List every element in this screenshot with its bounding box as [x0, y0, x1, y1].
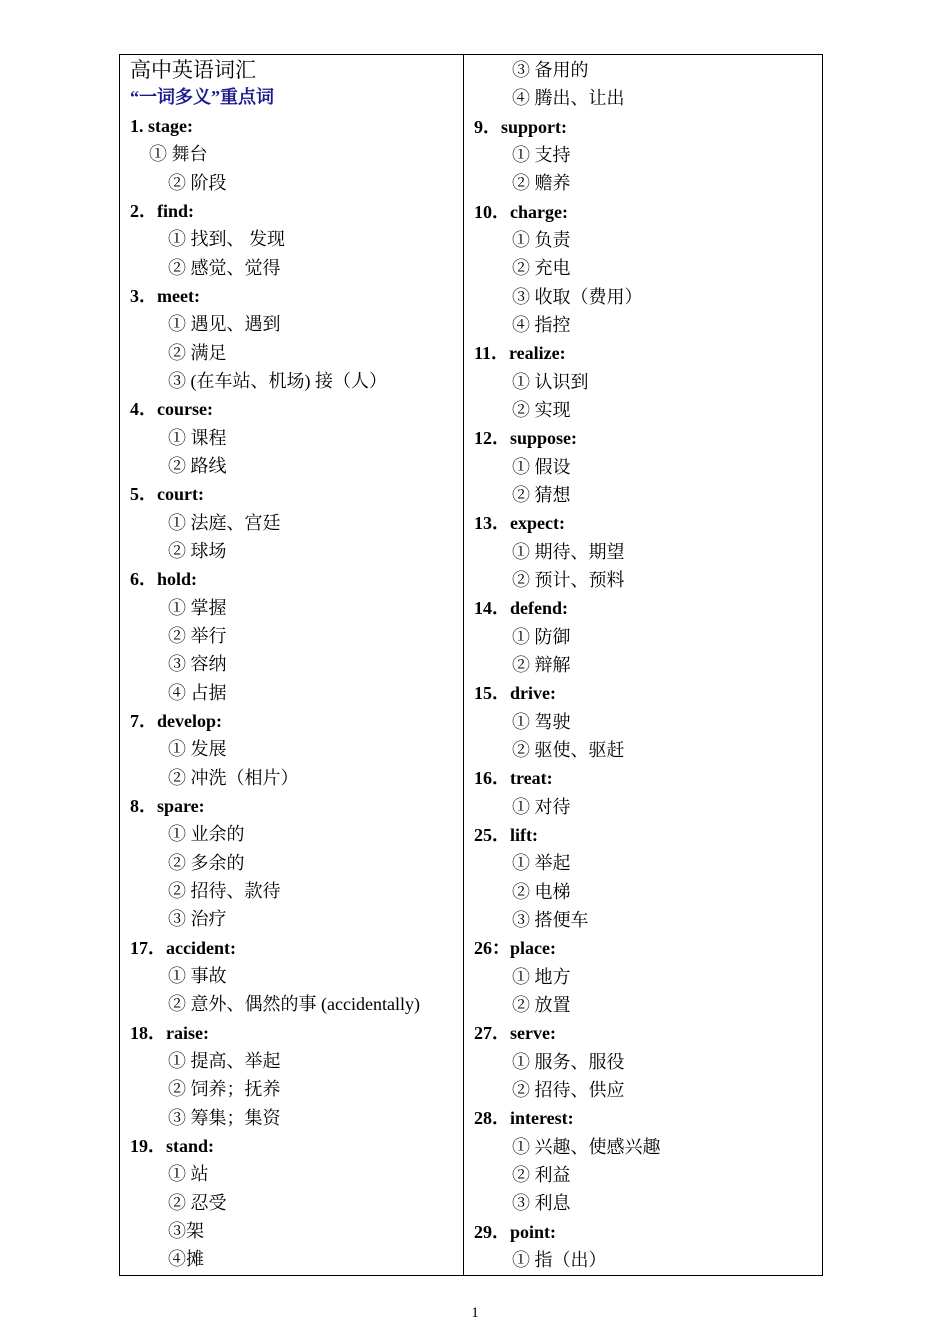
page-number: 1	[471, 1305, 479, 1321]
word-sense: ③ 备用的	[512, 60, 589, 80]
word-sense: ④摊	[168, 1249, 204, 1270]
word-heading: 6．hold:	[130, 569, 198, 590]
word-sense: ① 站	[168, 1164, 209, 1185]
word-sense: ② 利益	[512, 1164, 571, 1185]
word-sense: ② 感觉、觉得	[168, 257, 281, 278]
word-sense: ① 假设	[512, 456, 571, 477]
word-sense: ① 举起	[512, 853, 571, 874]
word-heading: 1. stage:	[130, 116, 193, 136]
word-sense: ② 招待、供应	[512, 1079, 625, 1100]
word-sense: ③ 治疗	[168, 909, 227, 930]
word-sense: ② 饲养；抚养	[168, 1079, 281, 1100]
word-sense: ③ (在车站、机场) 接（人）	[168, 370, 387, 391]
word-sense: ① 地方	[512, 966, 571, 987]
word-sense: ② 冲洗（相片）	[168, 767, 299, 788]
word-heading: 28．interest:	[474, 1108, 574, 1129]
word-sense: ② 多余的	[168, 852, 245, 873]
word-heading: 16．treat:	[474, 768, 553, 789]
word-sense: ④ 腾出、让出	[512, 88, 625, 109]
word-sense: ② 猜想	[512, 484, 571, 505]
word-heading: 13．expect:	[474, 513, 565, 534]
right-column	[464, 55, 822, 1275]
vocabulary-table	[119, 54, 823, 1276]
word-sense: ② 辩解	[512, 654, 571, 675]
word-sense: ④ 指控	[512, 314, 571, 335]
word-heading: 26：place:	[474, 938, 556, 959]
word-sense: ③ 筹集；集资	[168, 1107, 281, 1128]
document-subtitle: “一词多义”重点词	[130, 87, 274, 107]
word-heading: 8．spare:	[130, 795, 205, 816]
word-sense: ① 法庭、宫廷	[168, 512, 281, 533]
word-sense: ① 负责	[512, 229, 571, 250]
word-heading: 5．court:	[130, 484, 204, 505]
word-sense: ② 电梯	[512, 881, 571, 902]
word-sense: ② 招待、款待	[168, 880, 281, 901]
word-heading: 17．accident:	[130, 937, 236, 958]
word-sense: ① 支持	[512, 144, 571, 165]
word-heading: 15．drive:	[474, 683, 556, 704]
word-heading: 19．stand:	[130, 1135, 215, 1156]
word-heading: 11．realize:	[474, 343, 566, 364]
word-sense: ② 预计、预料	[512, 569, 625, 590]
word-sense: ① 掌握	[168, 597, 227, 618]
document-title: 高中英语词汇	[130, 58, 256, 82]
word-heading: 12．suppose:	[474, 428, 578, 449]
word-sense: ② 满足	[168, 342, 227, 363]
word-heading: 2．find:	[130, 200, 195, 221]
word-sense: ① 兴趣、使感兴趣	[512, 1136, 661, 1157]
word-sense: ③架	[168, 1220, 204, 1241]
word-heading: 18．raise:	[130, 1022, 209, 1043]
word-sense: ① 找到、 发现	[168, 229, 285, 250]
word-sense: ③ 搭便车	[512, 909, 589, 930]
word-sense: ① 驾驶	[512, 711, 571, 732]
word-heading: 9．support:	[474, 116, 568, 137]
word-heading: 27．serve:	[474, 1023, 556, 1044]
word-sense: ② 驱使、驱赶	[512, 739, 625, 760]
word-sense: ① 课程	[168, 427, 227, 448]
word-sense: ② 忍受	[168, 1192, 227, 1213]
word-sense: ④ 占据	[168, 682, 227, 703]
word-sense: ① 期待、期望	[512, 541, 625, 562]
left-column	[120, 55, 464, 1275]
word-sense: ② 球场	[168, 540, 227, 561]
word-heading: 25．lift:	[474, 824, 538, 845]
word-sense: ② 举行	[168, 625, 227, 646]
word-sense: ① 服务、服役	[512, 1051, 625, 1072]
word-sense: ② 意外、偶然的事 (accidentally)	[168, 994, 420, 1015]
word-sense: ② 实现	[512, 399, 571, 420]
word-sense: ② 路线	[168, 455, 227, 476]
word-sense: ③ 利息	[512, 1193, 571, 1214]
word-sense: ① 认识到	[512, 371, 589, 392]
word-sense: ② 阶段	[168, 172, 227, 193]
word-sense: ③ 容纳	[168, 654, 227, 675]
word-sense: ① 指（出）	[512, 1249, 607, 1270]
word-sense: ③ 收取（费用）	[512, 286, 643, 307]
word-sense: ① 遇见、遇到	[168, 314, 281, 335]
word-sense: ① 舞台	[149, 144, 208, 165]
word-sense: ① 发展	[168, 739, 227, 760]
word-sense: ① 提高、举起	[168, 1050, 281, 1071]
word-sense: ① 对待	[512, 796, 571, 817]
word-heading: 3．meet:	[130, 285, 200, 306]
word-sense: ② 赡养	[512, 173, 571, 194]
word-heading: 4．course:	[130, 399, 213, 420]
word-heading: 14．defend:	[474, 598, 568, 619]
word-sense: ① 业余的	[168, 824, 245, 845]
word-sense: ① 事故	[168, 965, 227, 986]
word-sense: ② 放置	[512, 994, 571, 1015]
word-heading: 7．develop:	[130, 710, 222, 731]
word-heading: 29．point:	[474, 1221, 557, 1242]
word-sense: ① 防御	[512, 626, 571, 647]
word-heading: 10．charge:	[474, 201, 568, 222]
word-sense: ② 充电	[512, 258, 571, 279]
